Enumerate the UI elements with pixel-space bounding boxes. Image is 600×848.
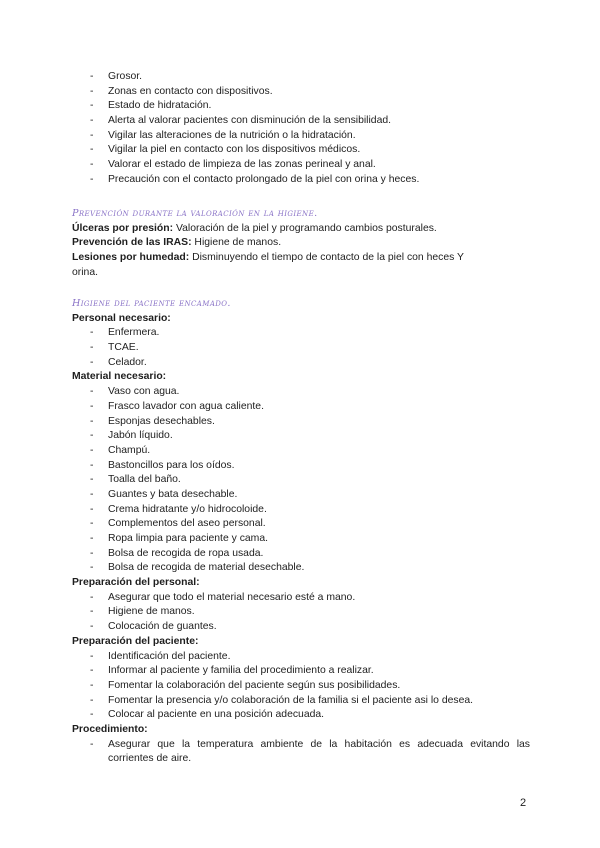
list-item: - Identificación del paciente.	[72, 650, 532, 665]
list-item: - Celador.	[72, 356, 532, 371]
list-item: - Bolsa de recogida de material desechable.	[72, 561, 532, 576]
list-item: - Alerta al valorar pacientes con disminución de la sensibilidad.	[72, 114, 532, 129]
list-item: - Enfermera.	[72, 326, 532, 341]
list-item: - Colocar al paciente en una posición adecuada.	[72, 708, 532, 723]
section-heading-bedridden: Higiene del paciente encamado.	[72, 298, 231, 309]
list-item: - Crema hidratante y/o hidrocoloide.	[72, 503, 532, 518]
list-item: - Guantes y bata desechable.	[72, 488, 532, 503]
prevention-item	[72, 236, 532, 251]
prevention-section	[72, 207, 532, 280]
list-item: - Jabón líquido.	[72, 429, 532, 444]
page-number: 2	[520, 797, 527, 809]
list-item: - Vaso con agua.	[72, 385, 532, 400]
prevention-label: Úlceras por presión:	[72, 222, 174, 234]
list-item: - Informar al paciente y familia del procedimiento a realizar.	[72, 664, 532, 679]
prevention-text: Higiene de manos.	[191, 237, 282, 249]
staff-prep-label: Preparación del personal:	[72, 577, 200, 589]
list-item: - Ropa limpia para paciente y cama.	[72, 532, 532, 547]
list-item: - Asegurar que todo el material necesario esté a mano.	[72, 591, 532, 606]
list-item: - Bastoncillos para los oídos.	[72, 459, 532, 474]
list-item: - TCAE.	[72, 341, 532, 356]
material-label: Material necesario:	[72, 371, 167, 383]
procedure-label: Procedimiento:	[72, 723, 148, 735]
bedridden-section	[72, 297, 532, 767]
list-item: - Fomentar la presencia y/o colaboración de la familia si el paciente asi lo desea.	[72, 694, 532, 709]
section-heading-prevention: Prevención durante la valoración en la higiene.	[72, 208, 318, 219]
list-item: - Bolsa de recogida de ropa usada.	[72, 547, 532, 562]
list-item: - Toalla del baño.	[72, 473, 532, 488]
list-item: - Asegurar que la temperatura ambiente de la habitación es adecuada evitando las corrientes de aire.	[72, 738, 532, 767]
list-item: - Grosor.	[72, 70, 532, 85]
list-item: - Valorar el estado de limpieza de las zonas perineal y anal.	[72, 158, 532, 173]
prevention-label: Lesiones por humedad:	[72, 252, 190, 264]
list-item: - Champú.	[72, 444, 532, 459]
list-item: - Frasco lavador con agua caliente.	[72, 400, 532, 415]
list-item: - Fomentar la colaboración del paciente según sus posibilidades.	[72, 679, 532, 694]
list-item: - Vigilar la piel en contacto con los dispositivos médicos.	[72, 143, 532, 158]
personal-label: Personal necesario:	[72, 312, 171, 324]
prevention-item	[72, 222, 532, 237]
list-item: - Vigilar las alteraciones de la nutrición o la hidratación.	[72, 129, 532, 144]
list-item: - Precaución con el contacto prolongado de la piel con orina y heces.	[72, 173, 532, 188]
list-item: - Estado de hidratación.	[72, 99, 532, 114]
prevention-item	[72, 251, 492, 280]
list-item: - Colocación de guantes.	[72, 620, 532, 635]
list-item: - Esponjas desechables.	[72, 415, 532, 430]
list-item: - Zonas en contacto con dispositivos.	[72, 85, 532, 100]
patient-prep-label: Preparación del paciente:	[72, 635, 199, 647]
prevention-text: Valoración de la piel y programando cambios posturales.	[173, 222, 437, 234]
prevention-label: Prevención de las IRAS:	[72, 237, 192, 249]
assessment-list	[72, 70, 532, 188]
list-item: - Higiene de manos.	[72, 605, 532, 620]
list-item: - Complementos del aseo personal.	[72, 517, 532, 532]
prevention-text: Disminuyendo el tiempo de contacto de la piel con heces Y orina.	[72, 252, 464, 278]
